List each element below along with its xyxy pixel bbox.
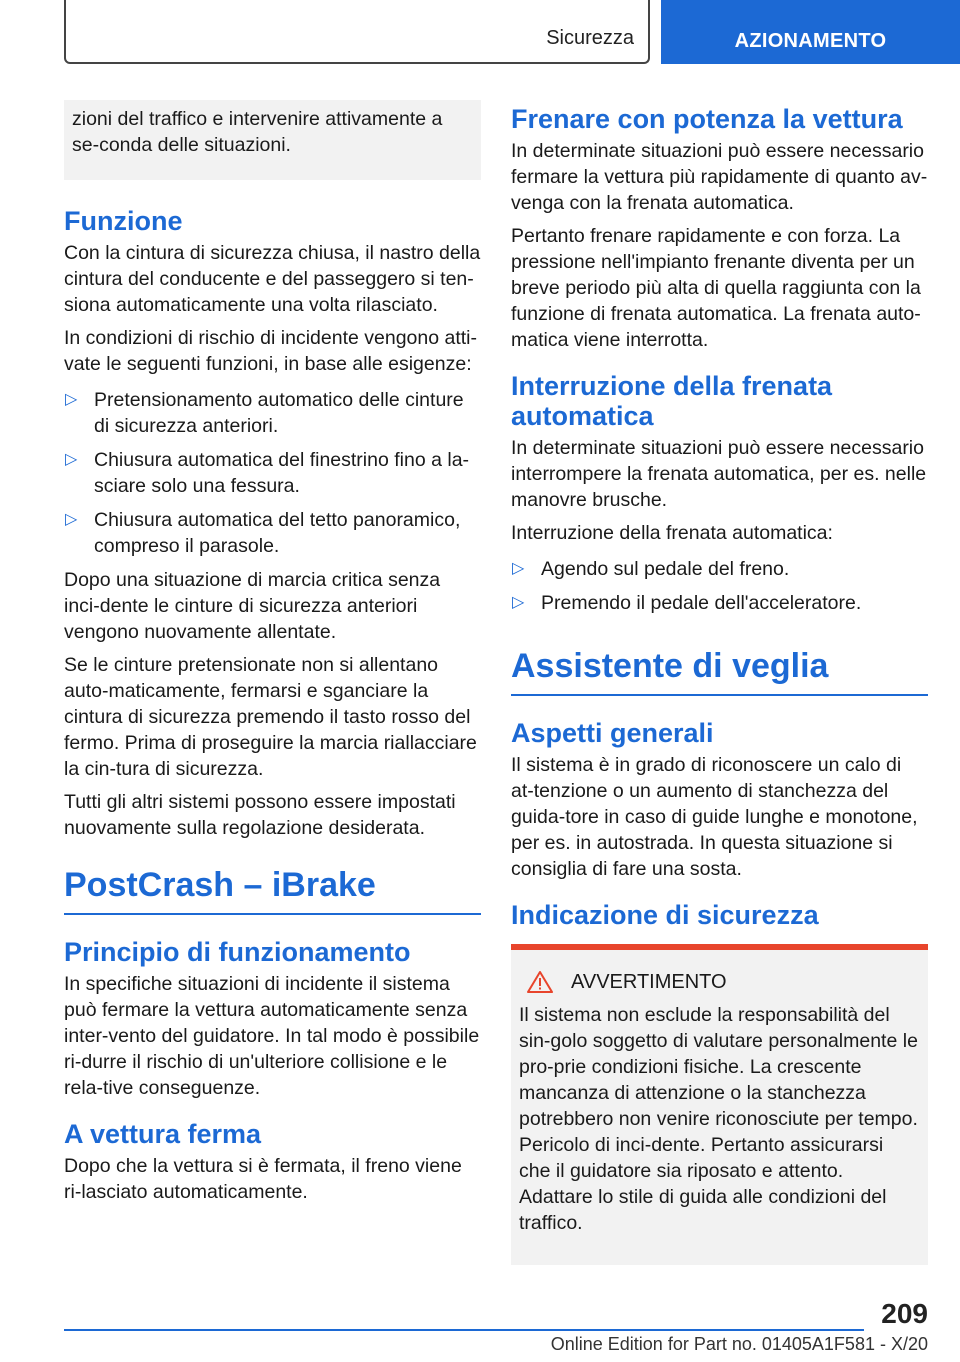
list-item: ▷ Chiusura automatica del finestrino fino a la-sciare solo una fessura. <box>65 449 470 497</box>
interruzione-paragraph-1: In determinate situazioni può essere necessario interrompere la frenata automatica, per es. nelle manovre brusche. <box>511 437 927 511</box>
warning-label: AVVERTIMENTO <box>571 970 727 993</box>
heading-principio: Principio di funzionamento <box>64 937 411 967</box>
footer-divider <box>64 1329 864 1331</box>
warning-text: Il sistema non esclude la responsabilità del sin-golo soggetto di valutare personalmente le pro-prie condizioni fisiche. La crescente mancanza di attenzione o la stanchezza potrebbero non venire riconosciute per tempo. Pericolo di inci-dente. Pertanto assicurarsi che il guidatore sia riposato e attento. Adattare lo stile di guida alle condizioni del traffico. <box>519 1004 918 1234</box>
list-item: ▷ Pretensionamento automatico delle cinture di sicurezza anteriori. <box>65 389 464 437</box>
heading-funzione: Funzione <box>64 206 183 236</box>
funzione-paragraph-5: Tutti gli altri sistemi possono essere impostati nuovamente sulla regolazione desiderata. <box>64 791 456 839</box>
heading-frenare: Frenare con potenza la vettura <box>511 104 903 134</box>
right-column <box>511 100 928 1265</box>
header-chapter-tab <box>661 0 960 64</box>
funzione-paragraph-1: Con la cintura di sicurezza chiusa, il nastro della cintura del conducente e del passeggero si ten-siona automaticamente una volta rilasciato. <box>64 242 481 316</box>
heading-postcrash-ibrake: PostCrash – iBrake <box>64 865 481 915</box>
header-chapter-label: AZIONAMENTO <box>734 30 887 52</box>
funzione-paragraph-3: Dopo una situazione di marcia critica senza inci-dente le cinture di sicurezza anteriori vengono nuovamente allentate. <box>64 569 441 643</box>
funzione-list <box>64 387 481 559</box>
warning-triangle-icon <box>527 970 553 994</box>
heading-interruzione: Interruzione della frenata automatica <box>511 371 833 431</box>
heading-indicazione-sicurezza: Indicazione di sicurezza <box>511 900 819 930</box>
principio-paragraph: In specifiche situazioni di incidente il sistema può fermare la vettura automaticamente senza inter-vento del guidatore. In tal modo è possibile ri-durre il rischio di un'ulteriore collisione e le rela-tive conseguenze. <box>64 973 480 1099</box>
warning-header <box>519 970 920 994</box>
triangle-bullet-icon: ▷ <box>65 391 78 408</box>
continued-note-box <box>64 100 481 180</box>
vettura-ferma-paragraph: Dopo che la vettura si è fermata, il freno viene ri-lasciato automaticamente. <box>64 1155 462 1203</box>
interruzione-list <box>511 556 928 616</box>
list-item: ▷ Premendo il pedale dell'acceleratore. <box>512 592 862 614</box>
list-item: ▷ Chiusura automatica del tetto panoramico, compreso il parasole. <box>65 509 461 557</box>
continued-note-text: zioni del traffico e intervenire attivamente a se-conda delle situazioni. <box>72 108 443 156</box>
warning-box <box>511 944 928 1265</box>
heading-vettura-ferma: A vettura ferma <box>64 1119 262 1149</box>
aspetti-paragraph: Il sistema è in grado di riconoscere un calo di at-tenzione o un aumento di stanchezza del guida-tore in caso di guide lunghe e monotone, per es. in autostrada. In questa situazione si consiglia di fare una sosta. <box>511 754 918 880</box>
page-number: 209 <box>881 1298 928 1329</box>
funzione-paragraph-2: In condizioni di rischio di incidente vengono atti-vate le seguenti funzioni, in base alle esigenze: <box>64 327 477 375</box>
header-section-tab <box>64 0 650 64</box>
header-section-label: Sicurezza <box>546 27 634 49</box>
interruzione-paragraph-2: Interruzione della frenata automatica: <box>511 522 833 544</box>
funzione-paragraph-4: Se le cinture pretensionate non si allentano auto-maticamente, fermarsi e sganciare la cintura di sicurezza premendo il tasto rosso del fermo. Prima di proseguire la marcia riallacciare la cin-tura di sicurezza. <box>64 654 477 780</box>
frenare-paragraph-1: In determinate situazioni può essere necessario fermare la vettura più rapidamente di quanto av-venga con la frenata automatica. <box>511 140 928 214</box>
triangle-bullet-icon: ▷ <box>65 511 78 528</box>
triangle-bullet-icon: ▷ <box>512 594 525 611</box>
heading-assistente-veglia: Assistente di veglia <box>511 646 928 696</box>
triangle-bullet-icon: ▷ <box>512 560 525 577</box>
heading-aspetti-generali: Aspetti generali <box>511 718 714 748</box>
list-item: ▷ Agendo sul pedale del freno. <box>512 558 790 580</box>
left-column <box>64 100 481 1212</box>
frenare-paragraph-2: Pertanto frenare rapidamente e con forza. La pressione nell'impianto frenante diventa per un breve periodo più alta di quella raggiunta con la funzione di frenata automatica. La frenata auto-matica viene interrotta. <box>511 225 921 351</box>
footer-edition: Online Edition for Part no. 01405A1F581 - X/20 <box>550 1334 928 1354</box>
triangle-bullet-icon: ▷ <box>65 451 78 468</box>
